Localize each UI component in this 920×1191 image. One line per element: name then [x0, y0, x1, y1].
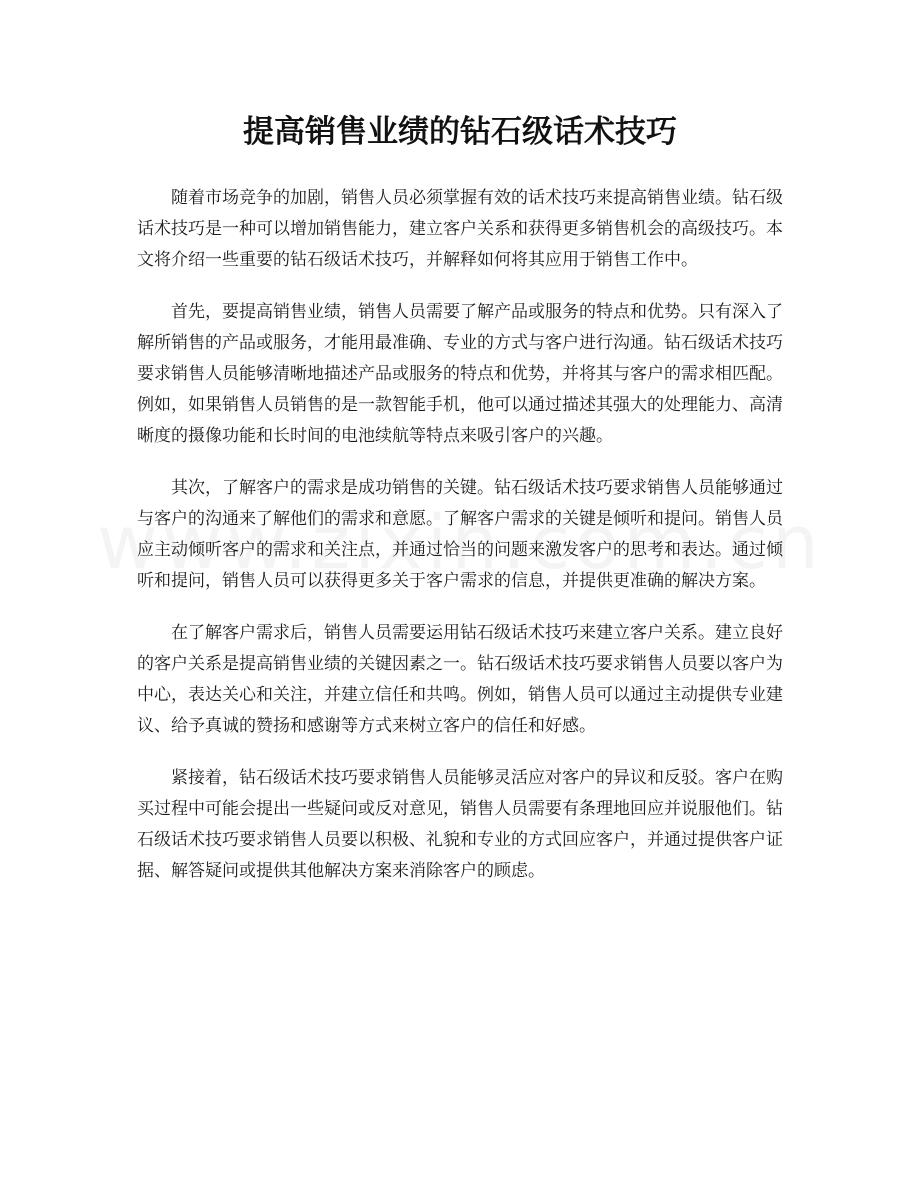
paragraph-4: 在了解客户需求后，销售人员需要运用钻石级话术技巧来建立客户关系。建立良好的客户关系是提高销售业绩的关键因素之一。钻石级话术技巧要求销售人员要以客户为中心，表达关心和关注，并建立信任和共鸣。例如，销售人员可以通过主动提供专业建议、给予真诚的赞扬和感谢等方式来树立客户的信任和好感。 — [137, 623, 783, 736]
document-body — [137, 183, 783, 908]
paragraph-5: 紧接着，钻石级话术技巧要求销售人员能够灵活应对客户的异议和反驳。客户在购买过程中可能会提出一些疑问或反对意见，销售人员需要有条理地回应并说服他们。钻石级话术技巧要求销售人员要以积极、礼貌和专业的方式回应客户，并通过提供客户证据、解答疑问或提供其他解决方案来消除客户的顾虑。 — [137, 768, 783, 881]
paragraph-1: 随着市场竞争的加剧，销售人员必须掌握有效的话术技巧来提高销售业绩。钻石级话术技巧是一种可以增加销售能力，建立客户关系和获得更多销售机会的高级技巧。本文将介绍一些重要的钻石级话术技巧，并解释如何将其应用于销售工作中。 — [137, 188, 783, 270]
paragraph-2: 首先，要提高销售业绩，销售人员需要了解产品或服务的特点和优势。只有深入了解所销售的产品或服务，才能用最准确、专业的方式与客户进行沟通。钻石级话术技巧要求销售人员能够清晰地描述产品或服务的特点和优势，并将其与客户的需求相匹配。例如，如果销售人员销售的是一款智能手机，他可以通过描述其强大的处理能力、高清晰度的摄像功能和长时间的电池续航等特点来吸引客户的兴趣。 — [137, 302, 783, 446]
document-title: 提高销售业绩的钻石级话术技巧 — [243, 114, 677, 150]
paragraph-3: 其次，了解客户的需求是成功销售的关键。钻石级话术技巧要求销售人员能够通过与客户的沟通来了解他们的需求和意愿。了解客户需求的关键是倾听和提问。销售人员应主动倾听客户的需求和关注点，并通过恰当的问题来激发客户的思考和表达。通过倾听和提问，销售人员可以获得更多关于客户需求的信息，并提供更准确的解决方案。 — [137, 478, 783, 591]
